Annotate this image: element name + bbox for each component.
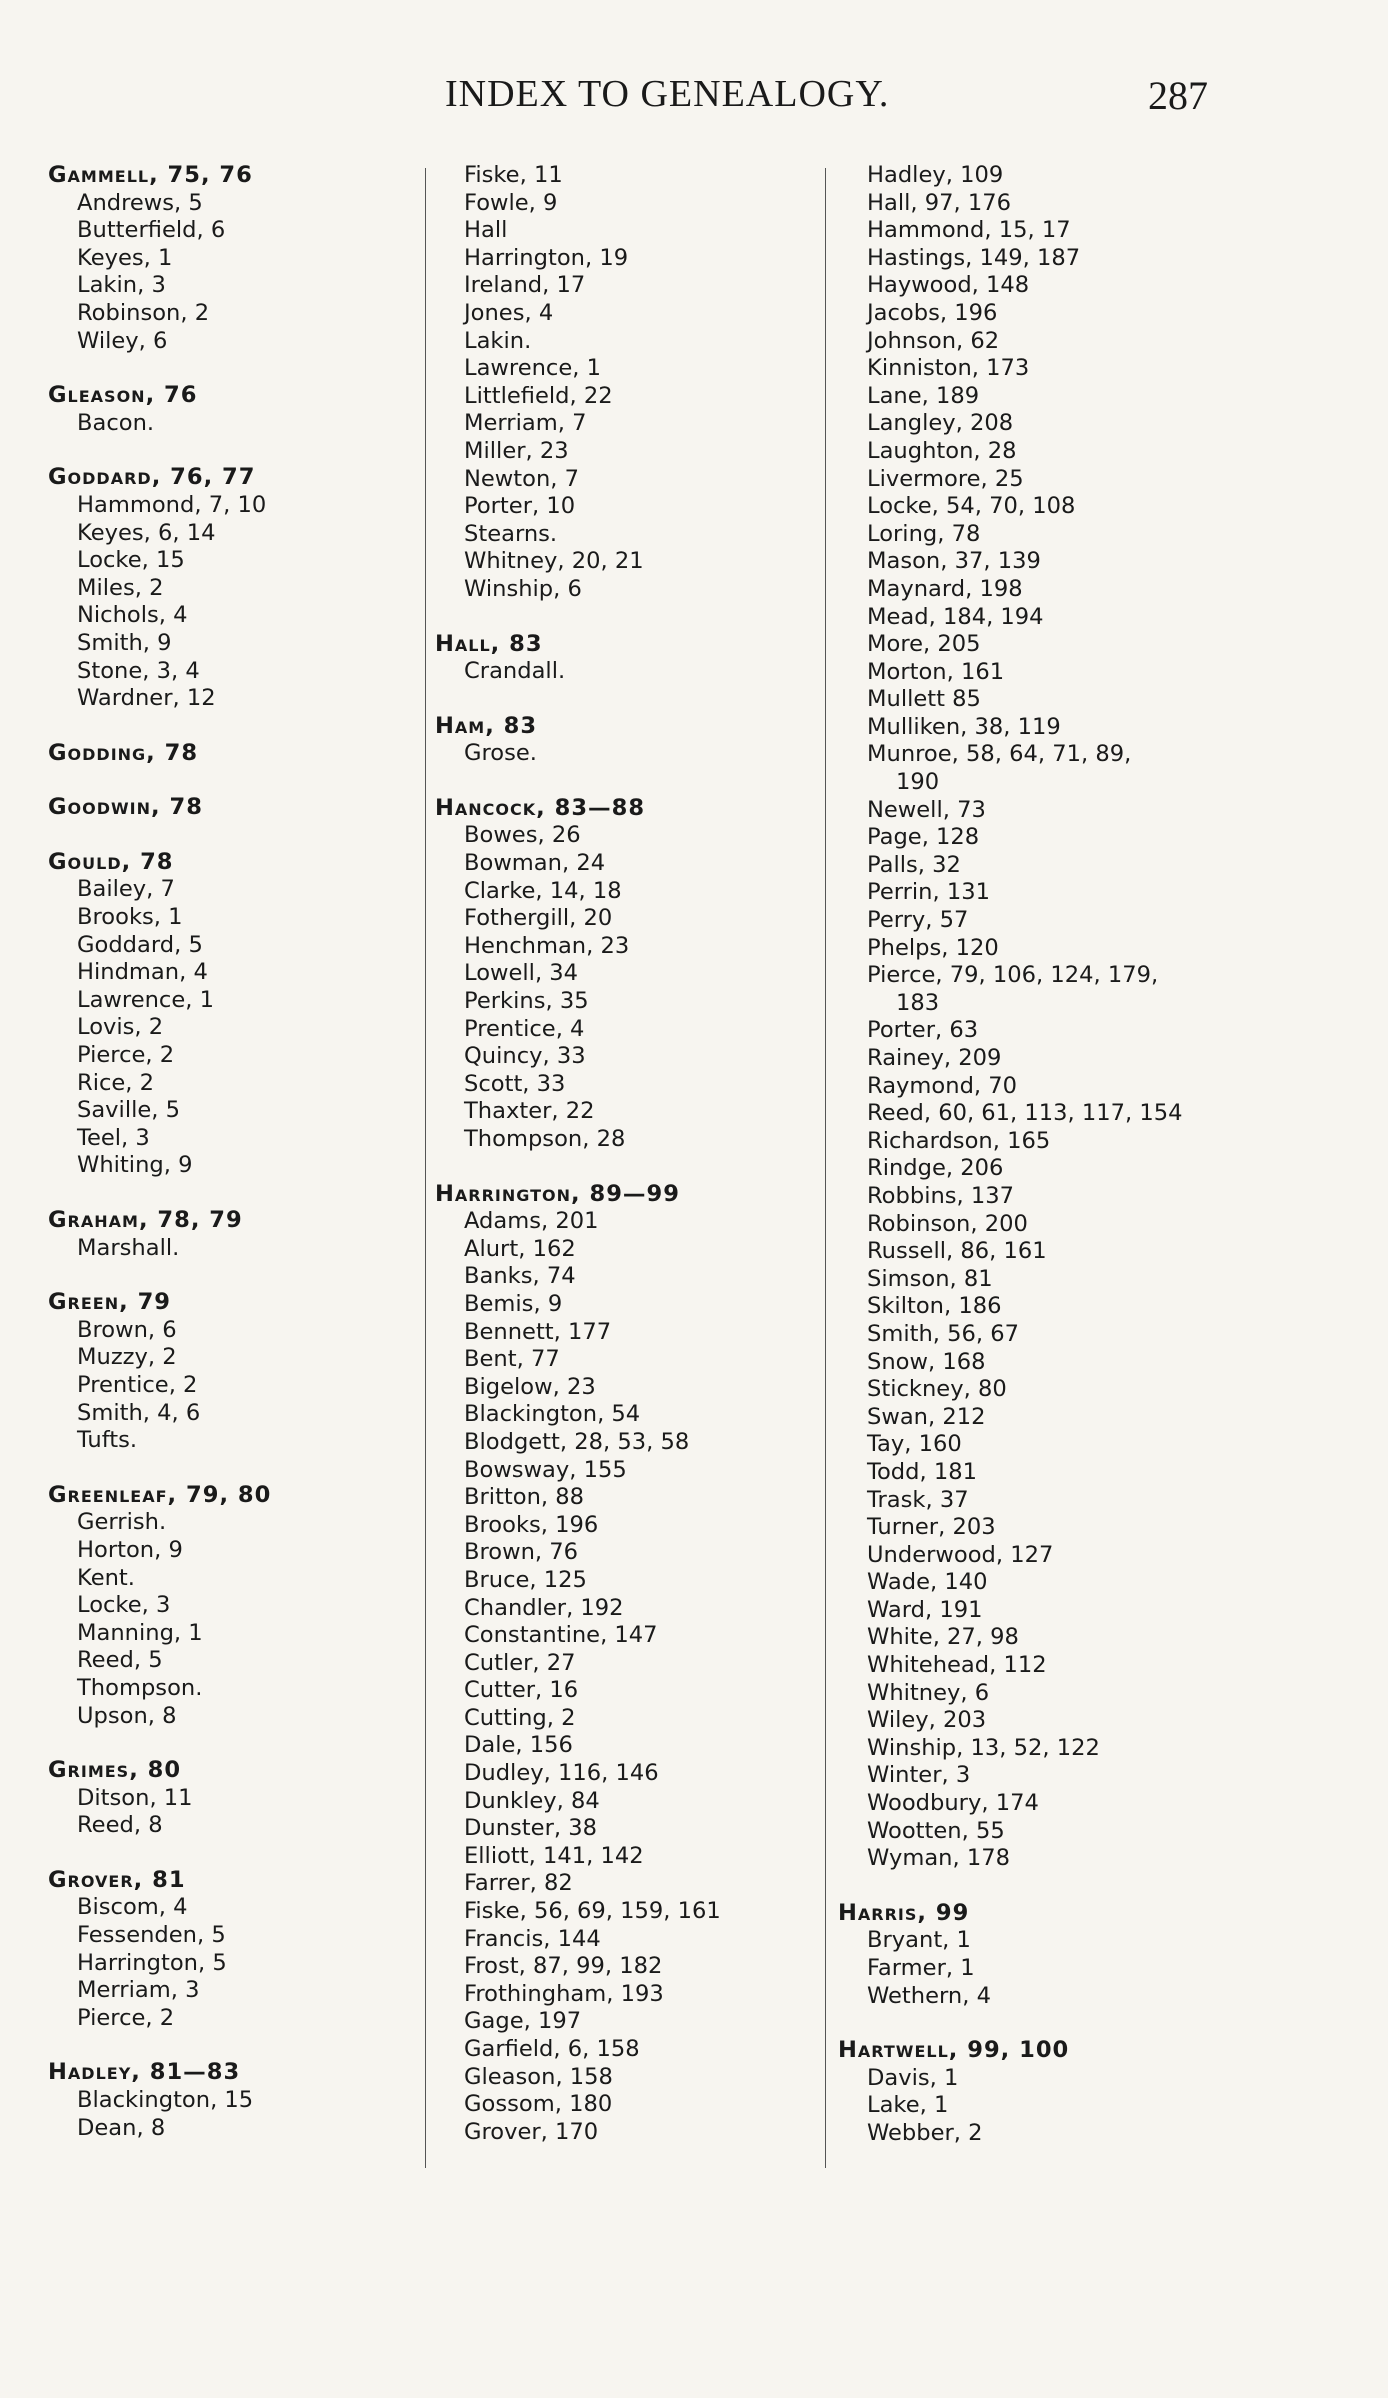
- index-entry: Raymond, 70: [867, 1072, 1018, 1099]
- index-entry: Wiley, 203: [867, 1707, 987, 1734]
- index-group: [838, 162, 1218, 1873]
- index-entry: Stickney, 80: [867, 1376, 1007, 1403]
- index-entry: Brooks, 1: [77, 904, 183, 931]
- surname-heading: Goodwin, 78: [48, 794, 203, 821]
- index-entry: Langley, 208: [867, 410, 1014, 437]
- index-entry: Smith, 4, 6: [77, 1399, 201, 1426]
- index-entry: Dunster, 38: [464, 1815, 597, 1842]
- index-group: [435, 162, 815, 604]
- index-entry: Haywood, 148: [867, 272, 1030, 299]
- index-entry: Prentice, 2: [77, 1371, 198, 1398]
- index-entry: Bigelow, 23: [464, 1373, 596, 1400]
- index-entry: Stearns.: [464, 520, 558, 547]
- index-group: [435, 795, 815, 1154]
- index-entry: Lawrence, 1: [77, 986, 214, 1013]
- index-column-3: [838, 162, 1218, 2175]
- index-group: [48, 1757, 428, 1840]
- index-entry: Hammond, 15, 17: [867, 217, 1071, 244]
- index-entry: Perkins, 35: [464, 988, 589, 1015]
- index-entry: Frost, 87, 99, 182: [464, 1953, 663, 1980]
- index-entry: Nichols, 4: [77, 602, 188, 629]
- index-entry: Thaxter, 22: [464, 1098, 595, 1125]
- index-entry: Fiske, 11: [464, 162, 563, 188]
- surname-heading: Gammell, 75, 76: [48, 162, 253, 188]
- surname-heading: Graham, 78, 79: [48, 1207, 243, 1233]
- surname-heading: Harris, 99: [838, 1899, 970, 1926]
- index-group: [48, 1482, 428, 1730]
- index-entry: Bowsway, 155: [464, 1456, 627, 1483]
- index-entry: Winship, 13, 52, 122: [867, 1734, 1100, 1761]
- index-entry: Munroe, 58, 64, 71, 89,: [867, 741, 1132, 768]
- index-entry: Wyman, 178: [867, 1845, 1010, 1872]
- surname-heading: Grimes, 80: [48, 1757, 182, 1784]
- index-entry: Winship, 6: [464, 575, 582, 602]
- index-entry: Bennett, 177: [464, 1318, 612, 1345]
- index-entry: Bowes, 26: [464, 822, 581, 849]
- surname-heading: Harrington, 89—99: [435, 1180, 680, 1207]
- index-entry: Porter, 63: [867, 1017, 979, 1044]
- index-entry: Rainey, 209: [867, 1045, 1002, 1071]
- index-entry: Woodbury, 174: [867, 1790, 1039, 1817]
- surname-heading: Godding, 78: [48, 739, 199, 766]
- index-entry: Robinson, 200: [867, 1210, 1028, 1237]
- index-entry: Wootten, 55: [867, 1817, 1005, 1844]
- index-entry: Wiley, 6: [77, 327, 168, 354]
- index-entry: Underwood, 127: [867, 1541, 1054, 1568]
- index-entry: Quincy, 33: [464, 1043, 586, 1070]
- index-entry: Clarke, 14, 18: [464, 877, 622, 904]
- page-title: INDEX TO GENEALOGY.: [445, 73, 890, 115]
- index-entry: Adams, 201: [464, 1208, 599, 1235]
- index-entry: Manning, 1: [77, 1619, 203, 1646]
- index-entry: Teel, 3: [77, 1124, 150, 1151]
- index-entry: Elliott, 141, 142: [464, 1842, 644, 1869]
- index-entry: Newell, 73: [867, 796, 986, 823]
- index-entry: Cutler, 27: [464, 1649, 576, 1676]
- index-group: [838, 2037, 1218, 2147]
- index-entry: Merriam, 3: [77, 1977, 200, 2004]
- index-entry: Brooks, 196: [464, 1511, 599, 1538]
- index-entry: Perry, 57: [867, 907, 969, 934]
- index-group: [48, 2059, 428, 2142]
- index-entry: White, 27, 98: [867, 1624, 1019, 1651]
- index-entry: Frothingham, 193: [464, 1980, 664, 2007]
- index-entry: Fothergill, 20: [464, 905, 613, 932]
- surname-heading: Ham, 83: [435, 712, 538, 739]
- index-entry: Rindge, 206: [867, 1155, 1004, 1182]
- column-divider: [825, 168, 826, 2168]
- index-entry: Rice, 2: [77, 1069, 155, 1096]
- surname-heading: Gould, 78: [48, 848, 174, 875]
- index-entry: Keyes, 6, 14: [77, 519, 216, 546]
- index-entry: Miles, 2: [77, 574, 164, 601]
- index-entry: Brown, 76: [464, 1539, 579, 1566]
- index-group: [838, 1900, 1218, 2010]
- index-entry: Tay, 160: [867, 1431, 962, 1458]
- index-column-1: [48, 162, 428, 2169]
- index-entry: Lakin, 3: [77, 272, 166, 299]
- index-entry: Upson, 8: [77, 1702, 177, 1729]
- index-entry: Laughton, 28: [867, 437, 1017, 464]
- index-entry: Bowman, 24: [464, 850, 606, 877]
- index-entry: Morton, 161: [867, 658, 1005, 685]
- index-entry: Loring, 78: [867, 520, 981, 547]
- page-number: 287: [1148, 73, 1208, 118]
- index-entry: Ireland, 17: [464, 272, 586, 299]
- surname-heading: Gleason, 76: [48, 382, 198, 409]
- index-entry: Cutting, 2: [464, 1704, 576, 1731]
- index-entry: Chandler, 192: [464, 1594, 624, 1621]
- index-entry: Grose.: [464, 740, 537, 767]
- index-entry: Trask, 37: [867, 1486, 969, 1513]
- index-entry: Cutter, 16: [464, 1677, 579, 1704]
- index-entry: Porter, 10: [464, 493, 576, 520]
- index-entry: Garfield, 6, 158: [464, 2036, 640, 2062]
- index-entry: Whitney, 20, 21: [464, 548, 644, 575]
- index-entry: Saville, 5: [77, 1097, 181, 1124]
- index-entry: Bent, 77: [464, 1346, 560, 1373]
- index-entry: Richardson, 165: [867, 1127, 1051, 1154]
- index-entry: Livermore, 25: [867, 465, 1024, 492]
- index-entry: Alurt, 162: [464, 1235, 576, 1262]
- index-entry: Locke, 15: [77, 547, 185, 574]
- index-entry: Dunkley, 84: [464, 1787, 600, 1814]
- index-entry: Webber, 2: [867, 2119, 983, 2146]
- index-entry: Whiting, 9: [77, 1152, 193, 1179]
- index-group: [48, 1867, 428, 2033]
- index-group: [435, 631, 815, 686]
- index-entry: Grover, 170: [464, 2118, 599, 2145]
- index-entry: Gage, 197: [464, 2008, 582, 2035]
- index-entry: Winter, 3: [867, 1762, 971, 1789]
- index-entry: Hammond, 7, 10: [77, 491, 267, 518]
- index-entry: Dean, 8: [77, 2114, 166, 2141]
- index-entry: Gerrish.: [77, 1509, 167, 1536]
- index-entry: Britton, 88: [464, 1484, 585, 1511]
- index-entry: Muzzy, 2: [77, 1344, 177, 1371]
- index-entry: Wardner, 12: [77, 685, 216, 712]
- index-entry: Whitney, 6: [867, 1679, 990, 1706]
- index-entry: Thompson, 28: [464, 1126, 626, 1152]
- index-entry: Merriam, 7: [464, 410, 587, 437]
- index-entry: Robinson, 2: [77, 299, 210, 326]
- index-entry: Maynard, 198: [867, 575, 1023, 602]
- index-entry: Dale, 156: [464, 1732, 573, 1759]
- index-entry: Marshall.: [77, 1234, 180, 1261]
- index-entry: Pierce, 79, 106, 124, 179,: [867, 962, 1159, 989]
- index-entry: Pierce, 2: [77, 1042, 175, 1069]
- index-group: [48, 1207, 428, 1262]
- index-entry: Mead, 184, 194: [867, 603, 1044, 630]
- index-entry: Locke, 3: [77, 1592, 171, 1619]
- index-entry-continuation: 183: [896, 989, 940, 1016]
- index-entry: Andrews, 5: [77, 189, 203, 216]
- index-entry: Locke, 54, 70, 108: [867, 493, 1076, 520]
- index-entry: Lakin.: [464, 327, 532, 354]
- index-entry: Littlefield, 22: [464, 382, 613, 409]
- index-entry: Pierce, 2: [77, 2004, 175, 2031]
- index-entry: Fessenden, 5: [77, 1922, 226, 1949]
- index-entry: Reed, 60, 61, 113, 117, 154: [867, 1100, 1183, 1127]
- index-group: [48, 464, 428, 712]
- index-entry: Lovis, 2: [77, 1014, 164, 1041]
- surname-heading: Goddard, 76, 77: [48, 464, 256, 491]
- index-entry: Smith, 56, 67: [867, 1320, 1020, 1347]
- index-entry: Bruce, 125: [464, 1566, 587, 1593]
- index-entry: Perrin, 131: [867, 879, 990, 906]
- index-entry: More, 205: [867, 631, 981, 658]
- index-entry: Lawrence, 1: [464, 355, 601, 382]
- index-entry: Hall, 97, 176: [867, 189, 1011, 216]
- index-group: [48, 794, 428, 822]
- index-entry: Mullett 85: [867, 686, 981, 713]
- index-entry: Dudley, 116, 146: [464, 1760, 659, 1787]
- index-entry: Jacobs, 196: [867, 299, 998, 326]
- index-entry: Bemis, 9: [464, 1290, 563, 1317]
- index-entry: Ward, 191: [867, 1596, 983, 1623]
- index-entry: Davis, 1: [867, 2064, 959, 2091]
- index-entry: Butterfield, 6: [77, 217, 226, 244]
- index-entry: Bailey, 7: [77, 876, 175, 903]
- index-entry: Fowle, 9: [464, 189, 558, 216]
- index-entry: Blodgett, 28, 53, 58: [464, 1428, 690, 1455]
- index-entry: Wade, 140: [867, 1569, 988, 1596]
- index-entry: Miller, 23: [464, 437, 569, 464]
- index-entry: Crandall.: [464, 658, 566, 685]
- surname-heading: Hancock, 83—88: [435, 794, 646, 821]
- page-header: [0, 72, 1388, 122]
- index-entry: Bacon.: [77, 409, 155, 436]
- index-entry: Hadley, 109: [867, 162, 1004, 188]
- index-entry: Lake, 1: [867, 2092, 949, 2119]
- index-entry: Bryant, 1: [867, 1927, 971, 1954]
- index-entry: Harrington, 5: [77, 1949, 227, 1976]
- index-entry: Gossom, 180: [464, 2091, 613, 2118]
- index-entry: Scott, 33: [464, 1070, 566, 1097]
- index-entry: Blackington, 54: [464, 1401, 641, 1428]
- index-entry: Jones, 4: [464, 299, 554, 326]
- index-entry: Stone, 3, 4: [77, 657, 200, 684]
- index-entry: Newton, 7: [464, 465, 580, 492]
- index-entry: Mason, 37, 139: [867, 548, 1041, 575]
- index-group: [48, 740, 428, 768]
- index-entry: Henchman, 23: [464, 932, 630, 959]
- index-entry: Biscom, 4: [77, 1894, 188, 1921]
- index-entry: Snow, 168: [867, 1348, 986, 1375]
- index-entry: Constantine, 147: [464, 1622, 658, 1649]
- index-column-2: [435, 162, 815, 2173]
- index-group: [435, 1181, 815, 2147]
- index-entry: Hindman, 4: [77, 959, 208, 986]
- index-entry: Kinniston, 173: [867, 355, 1030, 382]
- index-entry: Brown, 6: [77, 1316, 177, 1343]
- index-entry: Thompson.: [77, 1674, 203, 1701]
- index-entry: Francis, 144: [464, 1925, 601, 1952]
- index-entry: Todd, 181: [867, 1458, 977, 1485]
- index-entry: Hastings, 149, 187: [867, 244, 1081, 271]
- index-entry: Whitehead, 112: [867, 1652, 1047, 1679]
- index-entry: Robbins, 137: [867, 1182, 1015, 1209]
- index-entry: Reed, 5: [77, 1647, 163, 1674]
- index-entry: Simson, 81: [867, 1265, 993, 1292]
- index-group: [435, 713, 815, 768]
- index-entry: Lane, 189: [867, 382, 980, 409]
- index-entry: Palls, 32: [867, 851, 961, 878]
- index-group: [48, 382, 428, 437]
- index-entry: Skilton, 186: [867, 1293, 1002, 1320]
- index-entry: Blackington, 15: [77, 2087, 254, 2114]
- index-entry: Wethern, 4: [867, 1982, 991, 2009]
- surname-heading: Hartwell, 99, 100: [838, 2037, 1070, 2064]
- index-entry-continuation: 190: [896, 769, 940, 796]
- index-group: [48, 849, 428, 1180]
- index-entry: Johnson, 62: [867, 327, 1000, 354]
- surname-heading: Hall, 83: [435, 630, 543, 657]
- index-entry: Tufts.: [77, 1427, 138, 1454]
- index-entry: Farmer, 1: [867, 1955, 975, 1981]
- index-entry: Keyes, 1: [77, 244, 173, 271]
- index-entry: Ditson, 11: [77, 1784, 193, 1811]
- index-entry: Hall: [464, 217, 508, 244]
- index-entry: Farrer, 82: [464, 1870, 573, 1897]
- index-entry: Mulliken, 38, 119: [867, 713, 1061, 740]
- index-entry: Reed, 8: [77, 1812, 163, 1839]
- index-entry: Russell, 86, 161: [867, 1238, 1047, 1265]
- index-entry: Smith, 9: [77, 629, 172, 656]
- index-group: [48, 162, 428, 355]
- surname-heading: Grover, 81: [48, 1866, 186, 1893]
- index-entry: Fiske, 56, 69, 159, 161: [464, 1898, 721, 1925]
- index-entry: Turner, 203: [867, 1514, 996, 1541]
- index-entry: Banks, 74: [464, 1263, 576, 1290]
- index-entry: Page, 128: [867, 824, 980, 851]
- index-entry: Prentice, 4: [464, 1015, 585, 1042]
- index-entry: Kent.: [77, 1564, 135, 1591]
- index-entry: Phelps, 120: [867, 934, 999, 961]
- surname-heading: Greenleaf, 79, 80: [48, 1481, 272, 1508]
- surname-heading: Hadley, 81—83: [48, 2059, 241, 2086]
- index-entry: Lowell, 34: [464, 960, 579, 987]
- surname-heading: Green, 79: [48, 1289, 172, 1316]
- index-entry: Horton, 9: [77, 1536, 183, 1563]
- index-entry: Gleason, 158: [464, 2063, 613, 2090]
- index-entry: Goddard, 5: [77, 931, 203, 958]
- index-entry: Swan, 212: [867, 1403, 986, 1430]
- index-group: [48, 1289, 428, 1455]
- index-entry: Harrington, 19: [464, 244, 629, 271]
